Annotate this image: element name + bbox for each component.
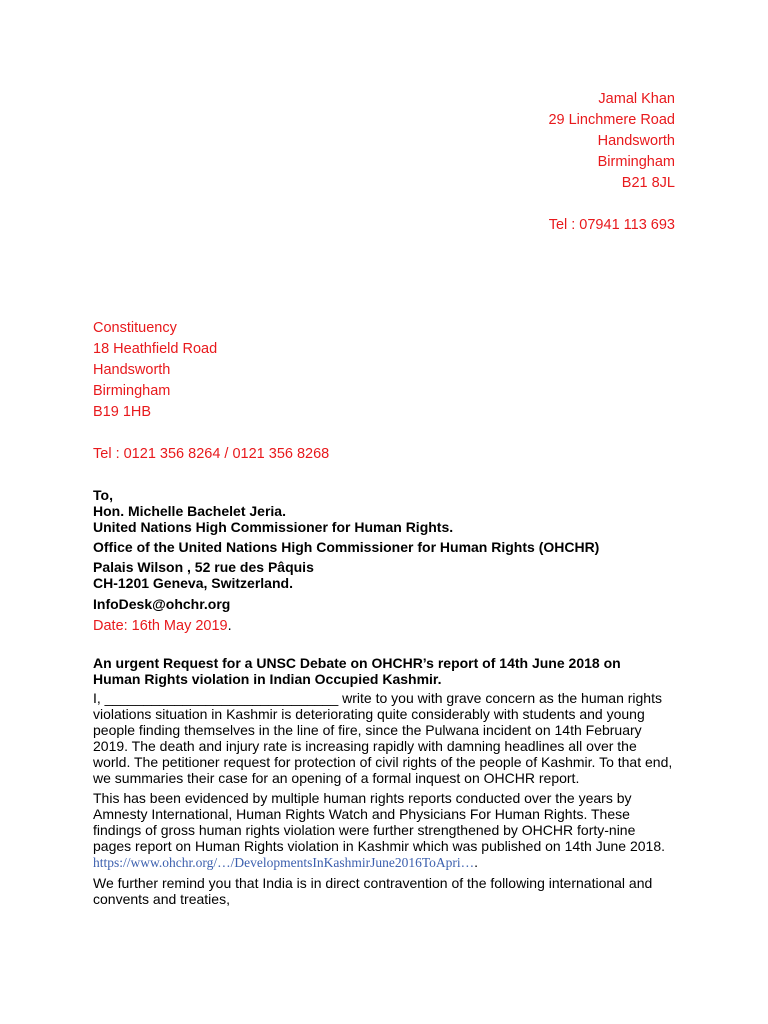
- constituency-label: Constituency: [93, 320, 177, 336]
- constituency-tel: Tel : 0121 356 8264 / 0121 356 8268: [93, 446, 330, 462]
- constituency-address-line2: Handsworth: [93, 362, 171, 378]
- sender-address-line2: Handsworth: [597, 133, 675, 149]
- signature-blank-line: ______________________________: [104, 690, 339, 706]
- constituency-address-line1: 18 Heathfield Road: [93, 341, 218, 357]
- sender-address-line1: 29 Linchmere Road: [548, 112, 675, 128]
- constituency-postcode: B19 1HB: [93, 404, 152, 420]
- constituency-city: Birmingham: [93, 383, 171, 399]
- recipient-name: Hon. Michelle Bachelet Jeria.: [93, 503, 286, 519]
- letter-subject: [93, 655, 693, 687]
- subject-line2: Human Rights violation in Indian Occupied Kashmir.: [93, 671, 442, 687]
- recipient-address-line1: Palais Wilson , 52 rue des Pâquis: [93, 559, 314, 575]
- ohchr-report-link[interactable]: https://www.ohchr.org/…/DevelopmentsInKashmirJune2016ToApri…: [93, 855, 475, 870]
- sender-tel: Tel : 07941 113 693: [548, 217, 675, 233]
- letter-date: [93, 618, 599, 634]
- recipient-title: United Nations High Commissioner for Human Rights.: [93, 519, 454, 535]
- sender-address-block: [548, 89, 675, 236]
- body-paragraph-3: We further remind you that India is in direct contravention of the following international and convents and treaties,: [93, 875, 653, 907]
- recipient-to: To,: [93, 487, 113, 503]
- body-p1-start: I,: [93, 690, 105, 706]
- recipient-address-line2: CH-1201 Geneva, Switzerland.: [93, 575, 293, 591]
- body-p2-end: .: [474, 854, 479, 870]
- letter-date-text: Date: 16th May 2019: [93, 618, 228, 634]
- constituency-address-block: [93, 318, 329, 465]
- sender-city: Birmingham: [597, 154, 675, 170]
- recipient-office: Office of the United Nations High Commissioner for Human Rights (OHCHR): [93, 539, 600, 555]
- sender-name: Jamal Khan: [598, 91, 675, 107]
- spacer: [93, 423, 329, 444]
- sender-postcode: B21 8JL: [621, 175, 675, 191]
- letter-body: [93, 690, 673, 911]
- letter-date-suffix: .: [227, 618, 232, 634]
- body-p1-rest: write to you with grave concern as the human rights violations situation in Kashmir is deteriorating quite considerably with students and young people finding themselves in the line of fire, since the Pulwana incident on 14th February 2019. The death and injury rate is increasing rapidly with damning headlines all over the world. The petitioner request for protection of civil rights of the people of Kashmir. To that end, we summaries their case for an opening of a formal inquest on OHCHR report.: [93, 690, 673, 786]
- recipient-block: [93, 487, 599, 634]
- body-paragraph-2: [93, 790, 673, 871]
- subject-line1: An urgent Request for a UNSC Debate on OHCHR’s report of 14th June 2018 on: [93, 655, 621, 671]
- spacer: [548, 194, 675, 215]
- recipient-email: InfoDesk@ohchr.org: [93, 596, 231, 612]
- body-paragraph-1: [93, 690, 673, 786]
- body-p2-text: This has been evidenced by multiple human rights reports conducted over the years by Amnesty International, Human Rights Watch and Physicians For Human Rights. These findings of gross human rights violation were further strengthened by OHCHR forty-nine pages report on Human Rights violation in Kashmir which was published on 14th June 2018.: [93, 790, 666, 854]
